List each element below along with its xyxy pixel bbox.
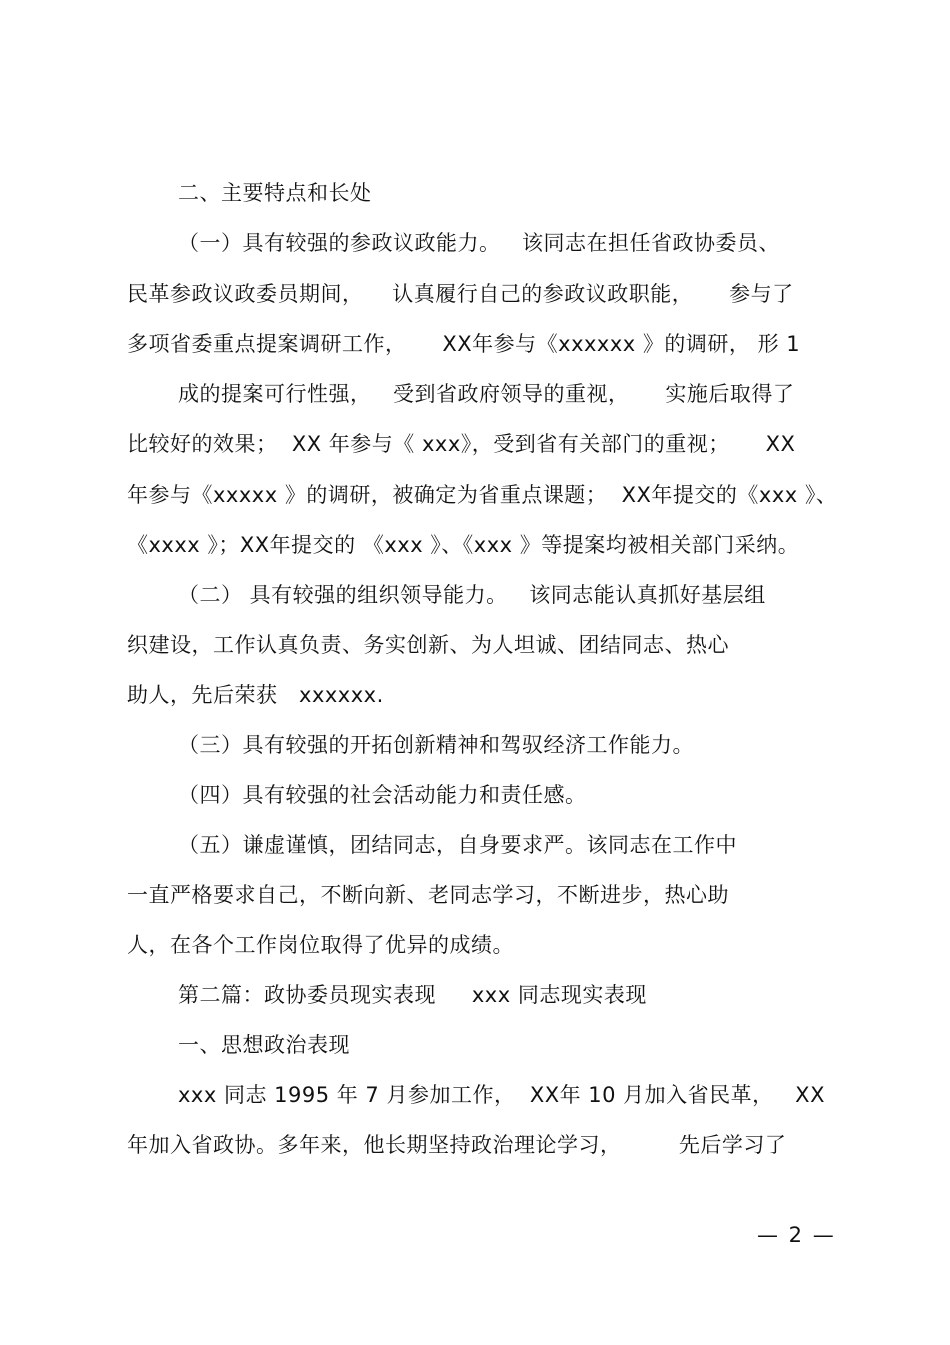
- paragraph-line: 人，在各个工作岗位取得了优异的成绩。: [127, 933, 514, 957]
- paragraph-line: 民革参政议政委员期间， 认真履行自己的参政议政职能， 参与了: [127, 282, 794, 306]
- chapter-heading: 第二篇：政协委员现实表现 xxx 同志现实表现: [178, 983, 647, 1007]
- section-heading-main-features: 二、主要特点和长处: [178, 181, 372, 205]
- paragraph-line: 年参与《xxxxx 》的调研，被确定为省重点课题； XX年提交的《xxx 》、: [127, 483, 838, 507]
- paragraph-line: 《xxxx 》；XX年提交的 《xxx 》、《xxx 》等提案均被相关部门采纳。: [127, 533, 800, 557]
- paragraph-line: （五）谦虚谨慎，团结同志，自身要求严。该同志在工作中: [178, 833, 737, 857]
- paragraph-line: 多项省委重点提案调研工作， XX年参与《xxxxxx 》的调研， 形 1: [127, 332, 801, 356]
- paragraph-line: 比较好的效果； XX 年参与《 xxx》，受到省有关部门的重视； XX: [127, 432, 796, 456]
- paragraph-line: 织建设，工作认真负责、务实创新、为人坦诚、团结同志、热心: [127, 633, 729, 657]
- paragraph-line: （二） 具有较强的组织领导能力。 该同志能认真抓好基层组: [178, 583, 766, 607]
- paragraph-line: 一直严格要求自己，不断向新、老同志学习，不断进步，热心助: [127, 883, 729, 907]
- paragraph-line: 年加入省政协。多年来，他长期坚持政治理论学习， 先后学习了: [127, 1133, 787, 1157]
- paragraph-line: 助人，先后荣获 xxxxxx.: [127, 683, 384, 707]
- paragraph-line: xxx 同志 1995 年 7 月参加工作， XX年 10 月加入省民革， XX: [178, 1083, 825, 1107]
- section-heading-political-performance: 一、思想政治表现: [178, 1033, 350, 1057]
- paragraph-line: （一）具有较强的参政议政能力。 该同志在担任省政协委员、: [178, 231, 781, 255]
- page-number: — 2 —: [757, 1223, 836, 1247]
- paragraph-line: （三）具有较强的开拓创新精神和驾驭经济工作能力。: [178, 733, 694, 757]
- paragraph-line: 成的提案可行性强， 受到省政府领导的重视， 实施后取得了: [178, 382, 795, 406]
- paragraph-line: （四）具有较强的社会活动能力和责任感。: [178, 783, 587, 807]
